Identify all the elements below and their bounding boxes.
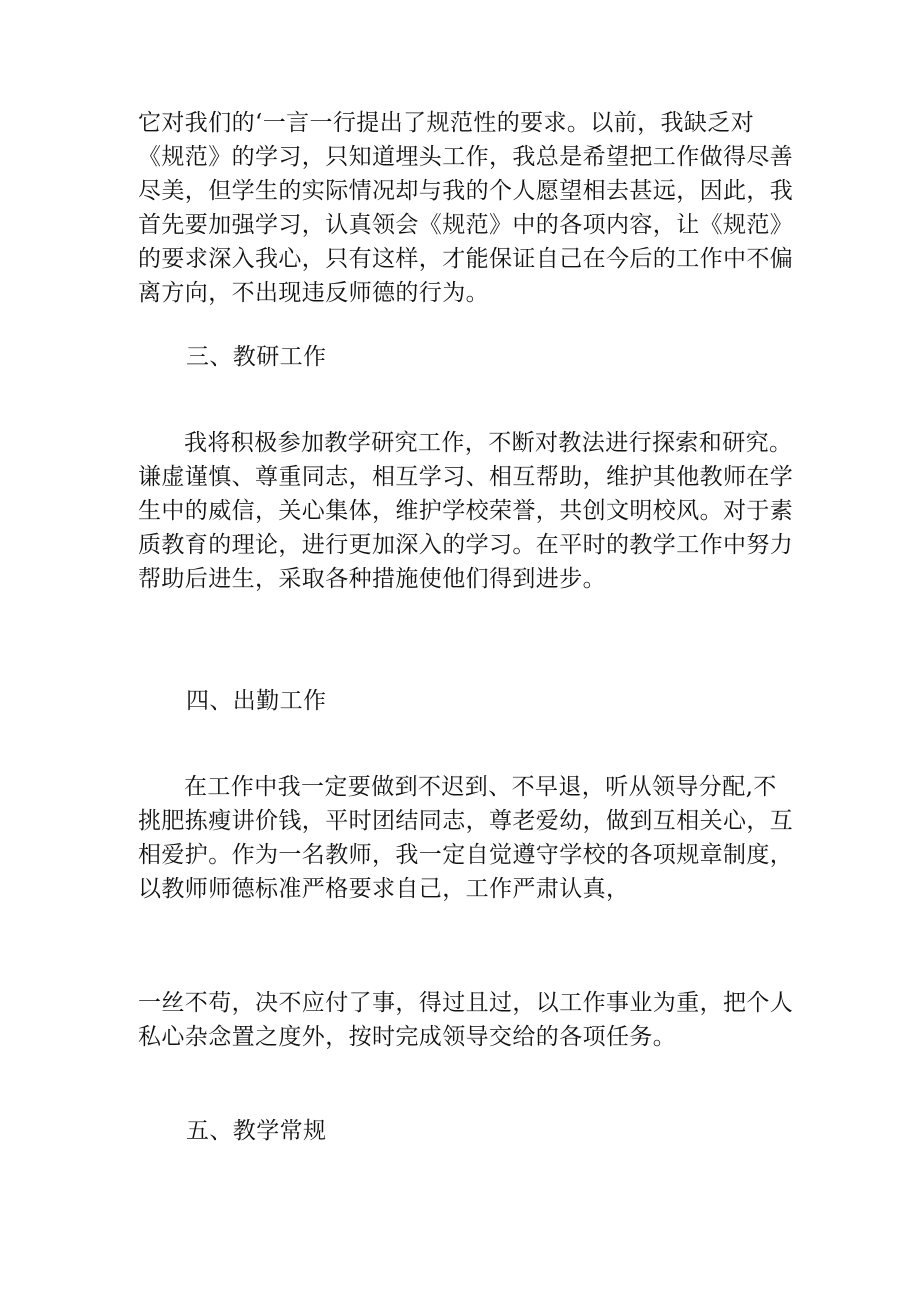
text-line: 尽美，但学生的实际情况却与我的个人愿望相去甚远，因此，我 xyxy=(138,178,794,204)
paragraph-attendance-continued xyxy=(138,986,798,1054)
text-line: 一丝不苟，决不应付了事，得过且过，以工作事业为重，把个人 xyxy=(138,990,794,1016)
text-line: 生中的威信，关心集体，维护学校荣誉，共创文明校风。对于素 xyxy=(138,498,794,524)
text-line: 我将积极参加教学研究工作，不断对教法进行探索和研究。 xyxy=(184,430,793,456)
text-line: 挑肥拣瘦讲价钱，平时团结同志，尊老爱幼，做到互相关心，互 xyxy=(138,808,794,834)
text-line: 的要求深入我心，只有这样，才能保证自己在今后的工作中不偏 xyxy=(138,246,794,272)
section-heading-teaching-routine: 五、教学常规 xyxy=(186,1118,327,1144)
paragraph-attendance xyxy=(138,770,798,906)
text-line: 帮助后进生，采取各种措施使他们得到进步。 xyxy=(138,566,606,592)
paragraph-research xyxy=(138,426,798,596)
text-line: 谦虚谨慎、尊重同志，相互学习、相互帮助，维护其他教师在学 xyxy=(138,464,794,490)
text-line: 私心杂念置之度外，按时完成领导交给的各项任务。 xyxy=(138,1024,677,1050)
text-line: 质教育的理论，进行更加深入的学习。在平时的教学工作中努力 xyxy=(138,532,794,558)
text-line: 首先要加强学习，认真领会《规范》中的各项内容，让《规范》 xyxy=(138,212,794,238)
text-line: 它对我们的‘一言一行提出了规范性的要求。以前，我缺乏对 xyxy=(138,110,755,136)
text-line: 在工作中我一定要做到不迟到、不早退，听从领导分配,不 xyxy=(184,774,777,800)
text-line: 以教师师德标准严格要求自己，工作严肃认真， xyxy=(138,876,630,902)
text-line: 《规范》的学习，只知道埋头工作，我总是希望把工作做得尽善 xyxy=(138,144,794,170)
text-line: 离方向，不出现违反师德的行为。 xyxy=(138,280,489,306)
section-heading-research: 三、教研工作 xyxy=(186,344,327,370)
text-line: 相爱护。作为一名教师，我一定自觉遵守学校的各项规章制度， xyxy=(138,842,794,868)
section-heading-attendance: 四、出勤工作 xyxy=(186,688,327,714)
paragraph-norms xyxy=(138,106,798,310)
